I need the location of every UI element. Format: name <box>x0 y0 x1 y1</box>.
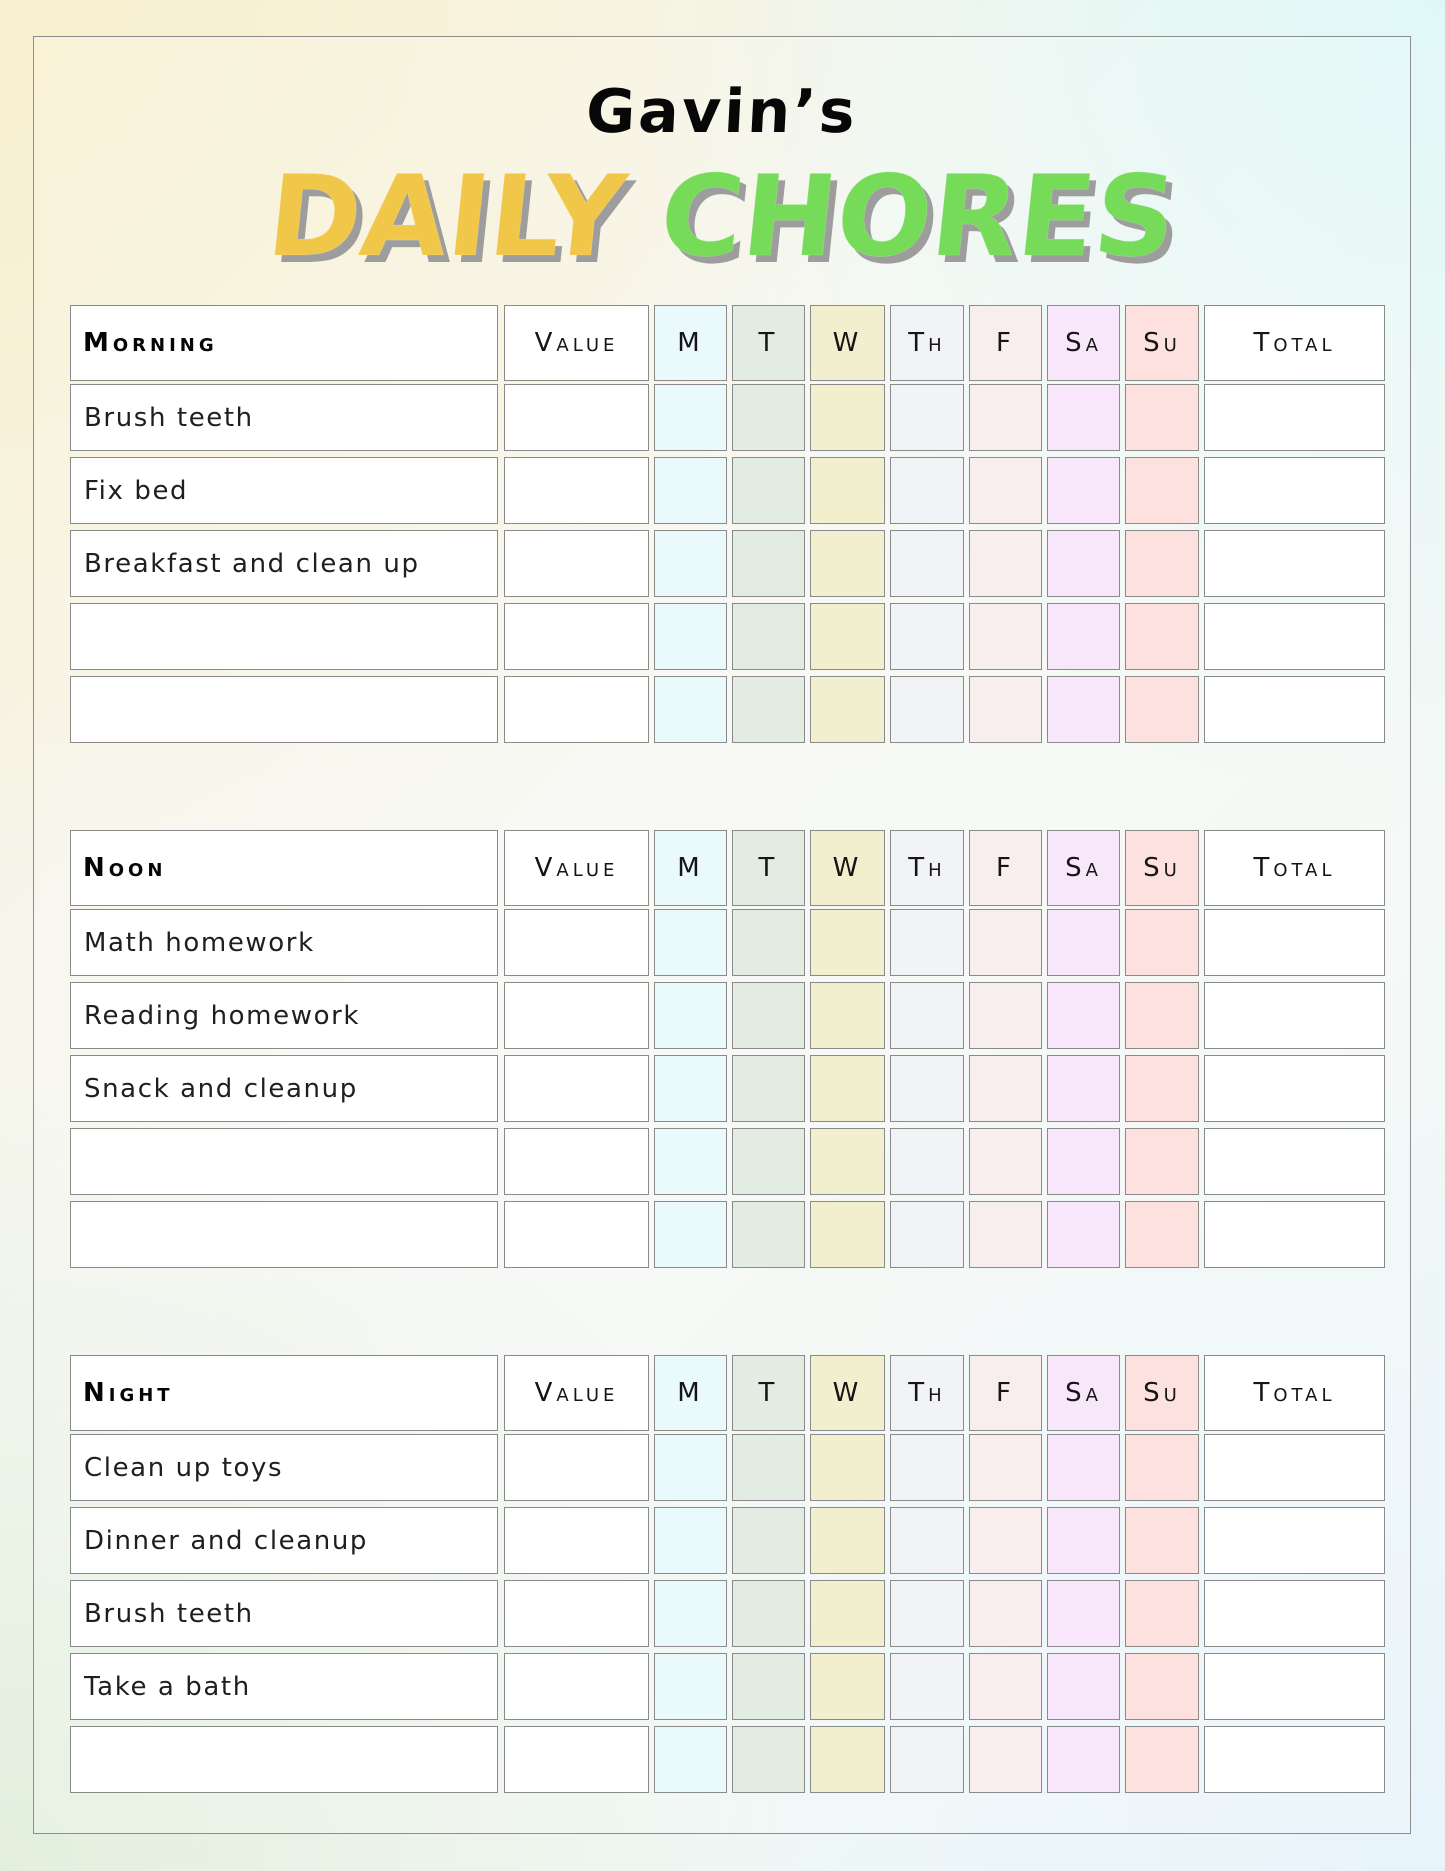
saturday-cell[interactable] <box>1047 676 1120 743</box>
task-name-cell[interactable]: Breakfast and clean up <box>70 530 498 597</box>
sunday-cell[interactable] <box>1125 1726 1199 1793</box>
monday-header: M <box>654 305 727 381</box>
saturday-header: Sa <box>1047 305 1120 381</box>
task-name-cell[interactable]: Fix bed <box>70 457 498 524</box>
owner-title: Gavin’s <box>584 77 860 147</box>
table-row <box>70 378 1376 506</box>
friday-header: F <box>969 305 1042 381</box>
total-cell[interactable] <box>1204 676 1385 743</box>
value-cell[interactable] <box>504 1201 649 1268</box>
table-row <box>70 1501 1376 1629</box>
task-name-cell[interactable]: Dinner and cleanup <box>70 1507 498 1574</box>
tuesday-header: T <box>732 305 805 381</box>
table-row <box>70 1647 1376 1714</box>
tuesday-cell[interactable] <box>732 1201 805 1268</box>
total-cell[interactable] <box>1204 1726 1385 1793</box>
table-row <box>70 903 1376 1031</box>
task-name-cell[interactable]: Take a bath <box>70 1653 498 1720</box>
task-name-cell[interactable]: Math homework <box>70 909 498 976</box>
friday-cell[interactable] <box>969 676 1042 743</box>
task-name-cell[interactable] <box>70 1726 498 1793</box>
friday-header: F <box>969 1355 1042 1431</box>
thursday-header: Th <box>890 1355 964 1431</box>
monday-cell[interactable] <box>654 676 727 743</box>
friday-header: F <box>969 830 1042 906</box>
thursday-cell[interactable] <box>890 1201 964 1268</box>
wednesday-cell[interactable] <box>810 676 885 743</box>
table-row <box>70 524 1376 591</box>
total-header: Total <box>1204 1355 1385 1431</box>
wednesday-header: W <box>810 305 885 381</box>
task-name-cell[interactable] <box>70 1201 498 1268</box>
sunday-header: Su <box>1125 305 1199 381</box>
sunday-cell[interactable] <box>1125 1201 1199 1268</box>
task-name-cell[interactable]: Clean up toys <box>70 1434 498 1501</box>
wednesday-header: W <box>810 1355 885 1431</box>
section-heading: Night <box>70 1355 498 1431</box>
wednesday-header: W <box>810 830 885 906</box>
sunday-cell[interactable] <box>1125 676 1199 743</box>
value-header: Value <box>504 305 649 381</box>
monday-header: M <box>654 830 727 906</box>
table-row <box>70 1049 1376 1116</box>
task-name-cell[interactable]: Reading homework <box>70 982 498 1049</box>
value-header: Value <box>504 1355 649 1431</box>
saturday-header: Sa <box>1047 830 1120 906</box>
monday-header: M <box>654 1355 727 1431</box>
value-header: Value <box>504 830 649 906</box>
thursday-cell[interactable] <box>890 676 964 743</box>
table-row <box>70 451 1376 579</box>
table-row <box>70 1122 1376 1189</box>
tuesday-cell[interactable] <box>732 1726 805 1793</box>
thursday-header: Th <box>890 305 964 381</box>
total-header: Total <box>1204 305 1385 381</box>
main-title <box>28 152 1416 282</box>
monday-cell[interactable] <box>654 1201 727 1268</box>
section-heading: Noon <box>70 830 498 906</box>
monday-cell[interactable] <box>654 1726 727 1793</box>
saturday-cell[interactable] <box>1047 1201 1120 1268</box>
friday-cell[interactable] <box>969 1201 1042 1268</box>
sunday-header: Su <box>1125 1355 1199 1431</box>
wednesday-cell[interactable] <box>810 1201 885 1268</box>
main-title-word-1: DAILY <box>261 152 632 282</box>
value-cell[interactable] <box>504 676 649 743</box>
main-title-word-2: CHORES <box>654 152 1183 282</box>
value-cell[interactable] <box>504 1726 649 1793</box>
friday-cell[interactable] <box>969 1726 1042 1793</box>
table-row <box>70 976 1376 1104</box>
task-name-cell[interactable]: Snack and cleanup <box>70 1055 498 1122</box>
table-row <box>70 1574 1376 1702</box>
table-row <box>70 830 1376 958</box>
tuesday-header: T <box>732 830 805 906</box>
table-row <box>70 1355 1376 1483</box>
total-cell[interactable] <box>1204 1201 1385 1268</box>
tuesday-header: T <box>732 1355 805 1431</box>
chart-title-area <box>34 37 1410 297</box>
thursday-header: Th <box>890 830 964 906</box>
saturday-cell[interactable] <box>1047 1726 1120 1793</box>
task-name-cell[interactable] <box>70 676 498 743</box>
task-name-cell[interactable]: Brush teeth <box>70 384 498 451</box>
section-heading: Morning <box>70 305 498 381</box>
table-row <box>70 1428 1376 1556</box>
saturday-header: Sa <box>1047 1355 1120 1431</box>
tuesday-cell[interactable] <box>732 676 805 743</box>
chore-chart-sheet <box>33 36 1411 1834</box>
table-row <box>70 305 1376 433</box>
total-header: Total <box>1204 830 1385 906</box>
wednesday-cell[interactable] <box>810 1726 885 1793</box>
task-name-cell[interactable]: Brush teeth <box>70 1580 498 1647</box>
sunday-header: Su <box>1125 830 1199 906</box>
table-row <box>70 597 1376 664</box>
thursday-cell[interactable] <box>890 1726 964 1793</box>
